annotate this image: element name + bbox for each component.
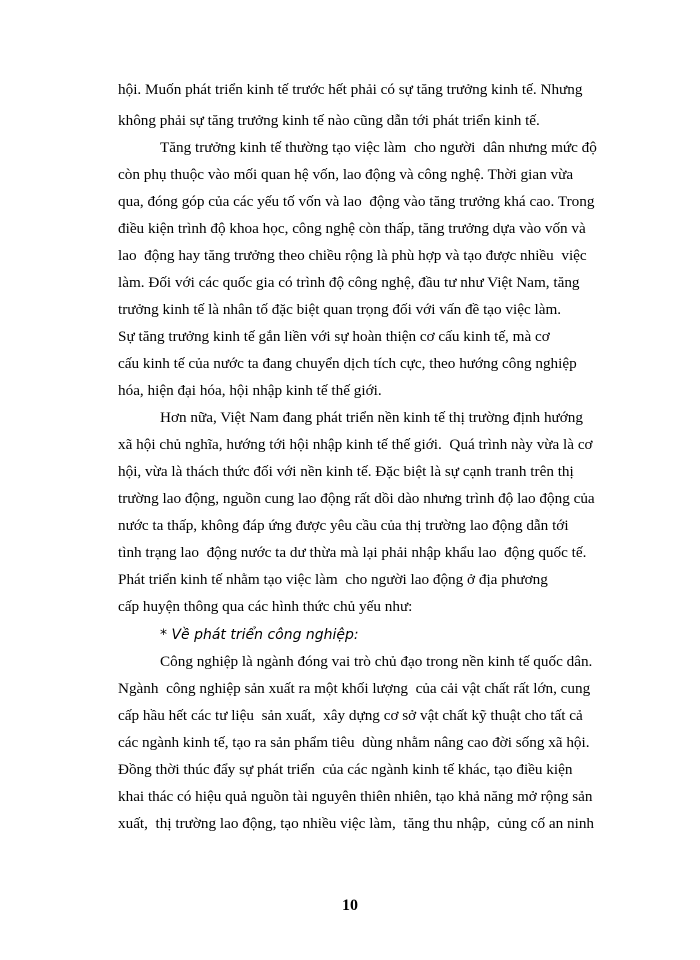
text-line: trưởng kinh tế là nhân tố đặc biệt quan trọng đối với vấn đề tạo việc làm. [118,301,562,318]
text-line: trường lao động, nguồn cung lao động rất dồi dào nhưng trình độ lao động của [118,490,595,507]
text-line: Hơn nữa, Việt Nam đang phát triển nền kinh tế thị trường định hướng [160,409,583,426]
text-line: hóa, hiện đại hóa, hội nhập kinh tế thế giới. [118,382,382,399]
text-line: Công nghiệp là ngành đóng vai trò chủ đạo trong nền kinh tế quốc dân. [160,653,593,670]
text-line: Tăng trưởng kinh tế thường tạo việc làm cho người dân nhưng mức độ [160,139,597,156]
text-line: qua, đóng góp của các yếu tố vốn và lao động vào tăng trưởng khá cao. Trong [118,193,595,210]
text-line: cấp hầu hết các tư liệu sản xuất, xây dựng cơ sở vật chất kỹ thuật cho tất cả [118,707,583,724]
text-line: xã hội chủ nghĩa, hướng tới hội nhập kinh tế thế giới. Quá trình này vừa là cơ [118,436,593,453]
text-line: cấp huyện thông qua các hình thức chủ yếu như: [118,598,413,615]
text-line: lao động hay tăng trưởng theo chiều rộng là phù hợp và tạo được nhiều việc [118,247,587,264]
text-line: hội. Muốn phát triển kinh tế trước hết phải có sự tăng trưởng kinh tế. Nhưng [118,81,583,98]
page-number: 10 [342,897,358,914]
text-line: còn phụ thuộc vào mối quan hệ vốn, lao động và công nghệ. Thời gian vừa [118,166,574,183]
text-line: hội, vừa là thách thức đối với nền kinh tế. Đặc biệt là sự cạnh tranh trên thị [118,463,574,480]
text-line: không phải sự tăng trưởng kinh tế nào cũng dẫn tới phát triển kinh tế. [118,112,540,129]
text-line: cấu kinh tế của nước ta đang chuyển dịch tích cực, theo hướng công nghiệp [118,355,577,372]
text-line: Đồng thời thúc đẩy sự phát triển của các ngành kinh tế khác, tạo điều kiện [118,761,573,778]
text-line: Sự tăng trưởng kinh tế gắn liền với sự hoàn thiện cơ cấu kinh tế, mà cơ [118,328,550,345]
text-line: tình trạng lao động nước ta dư thừa mà lại phải nhập khẩu lao động quốc tế. [118,544,587,561]
text-line: xuất, thị trường lao động, tạo nhiều việc làm, tăng thu nhập, củng cố an ninh [118,815,595,832]
text-line: khai thác có hiệu quả nguồn tài nguyên thiên nhiên, tạo khả năng mở rộng sản [118,788,593,805]
text-line: nước ta thấp, không đáp ứng được yêu cầu của thị trường lao động dẫn tới [118,517,569,534]
text-line: các ngành kinh tế, tạo ra sản phẩm tiêu dùng nhằm nâng cao đời sống xã hội. [118,734,590,751]
text-line: điều kiện trình độ khoa học, công nghệ còn thấp, tăng trưởng dựa vào vốn và [118,220,586,237]
text-line: làm. Đối với các quốc gia có trình độ công nghệ, đầu tư như Việt Nam, tăng [118,274,580,291]
text-line: Phát triển kinh tế nhằm tạo việc làm cho người lao động ở địa phương [118,571,548,588]
text-line: Ngành công nghiệp sản xuất ra một khối lượng của cải vật chất rất lớn, cung [118,680,591,697]
section-heading: * Về phát triển công nghiệp: [160,627,359,643]
